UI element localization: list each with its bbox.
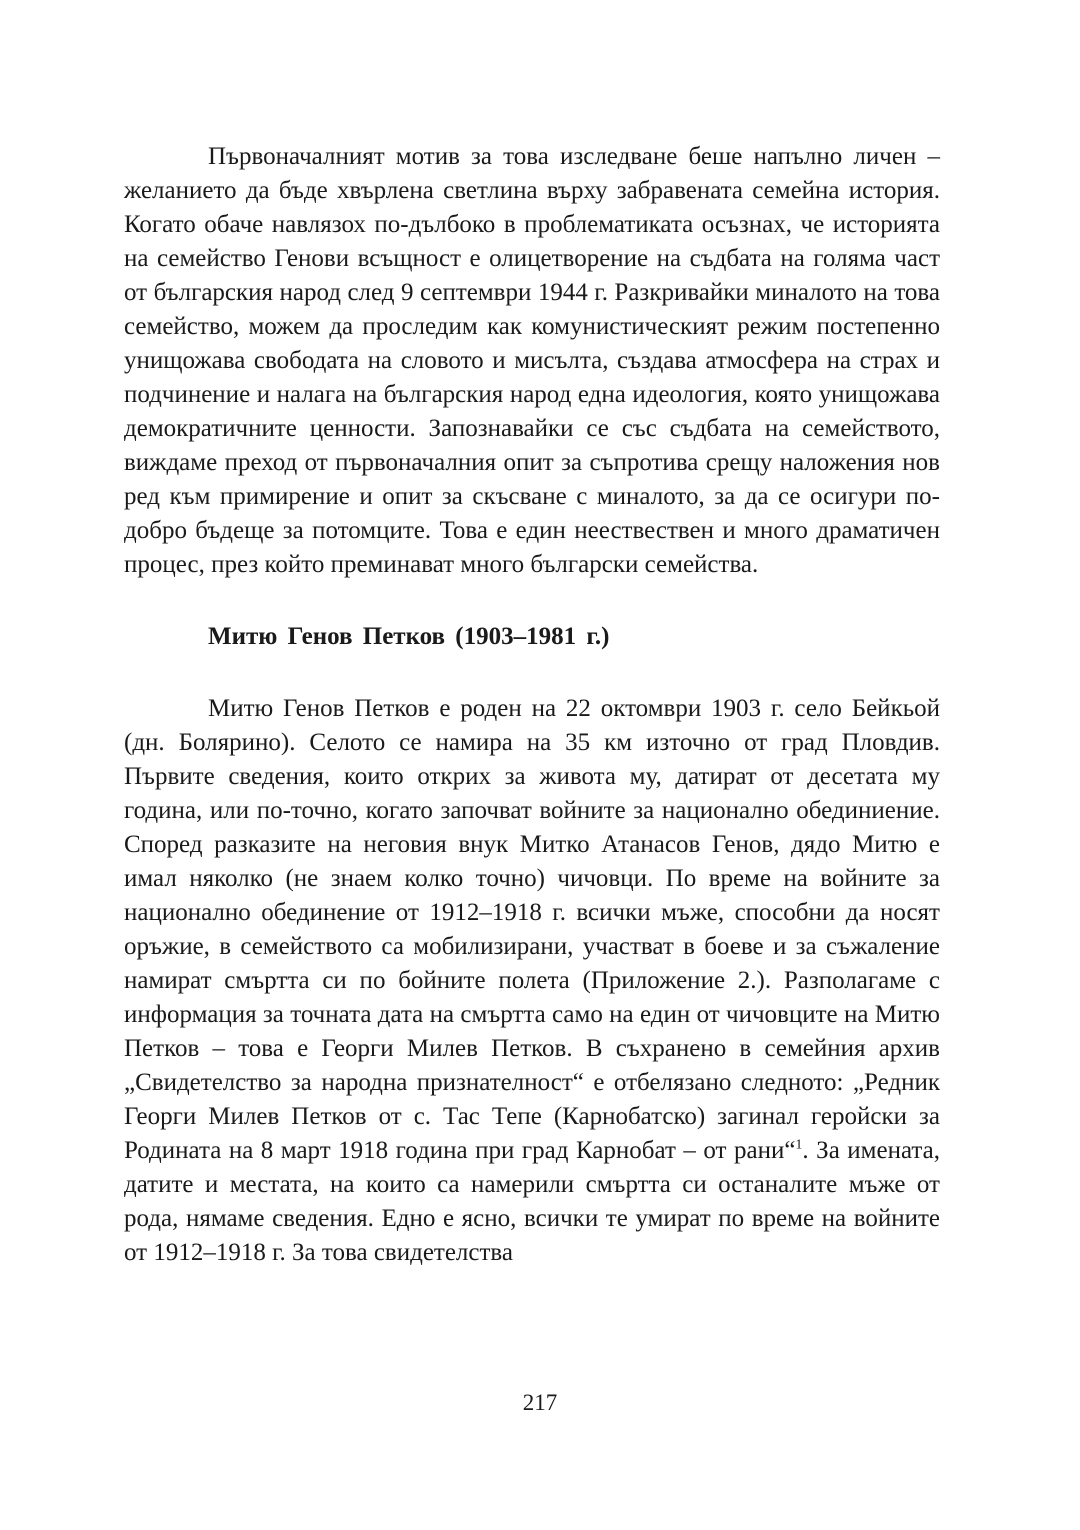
page-body	[124, 140, 940, 1270]
biography-text-continued: . За имената, датите и местата, на които са намерили смъртта си останалите мъже от рода, нямаме сведения. Едно е ясно, всички те умират по време на войните от 1912–1918 г. За това свидетелства	[124, 1137, 940, 1266]
footnote-marker[interactable]: 1	[795, 1137, 803, 1153]
section-heading: Митю Генов Петков (1903–1981 г.)	[208, 623, 610, 650]
page-number: 217	[522, 1390, 558, 1415]
intro-paragraph: Първоначалният мотив за това изследване беше напълно личен – желанието да бъде хвърлена светлина върху забравената семейна история. Когато обаче навлязох по-дълбоко в проблематиката осъзнах, че историята на семейство Генови всъщност е олицетворение на съдбата на голяма част от българския народ след 9 септември 1944 г. Разкривайки миналото на това семейство, можем да проследим как комунистическият режим постепенно унищожава свободата на словото и мисълта, създава атмосфера на страх и подчинение и налага на българския народ една идеология, която унищожава демократичните ценности. Запознавайки се със съдбата на семейството, виждаме преход от първоначалния опит за съпротива срещу наложения нов ред към примирение и опит за скъсване с миналото, за да се осигури по-добро бъдеще за потомците. Това е един неествествен и много драматичен процес, през който преминават много български семейства.	[124, 143, 940, 578]
biography-text: Митю Генов Петков е роден на 22 октомври 1903 г. село Бейкьой (дн. Болярино). Селото се намира на 35 км източно от град Пловдив. Първите сведения, които открих за живота му, датират от десетата му година, или по-точно, когато започват войните за национално обединиение. Според разказите на неговия внук Митко Атанасов Генов, дядо Митю е имал няколко (не знаем колко точно) чичовци. По време на войните за национално обединение от 1912–1918 г. всички мъже, способни да носят оръжие, в семейството са мобилизирани, участват в боеве и за съжаление намират смъртта си по бойните полета (Приложение 2.). Разполагаме с информация за точната дата на смъртта само на един от чичовците на Митю Петков – това е Георги Милев Петков. В съхранено в семейния архив „Свидетелство за народна признателност“ е отбелязано следното: „Редник Георги Милев Петков от с. Тас Тепе (Карнобатско) загинал геройски за Родината на 8 март 1918 година при град Карнобат – от рани“	[124, 695, 940, 1164]
biography-paragraph	[124, 692, 940, 1270]
